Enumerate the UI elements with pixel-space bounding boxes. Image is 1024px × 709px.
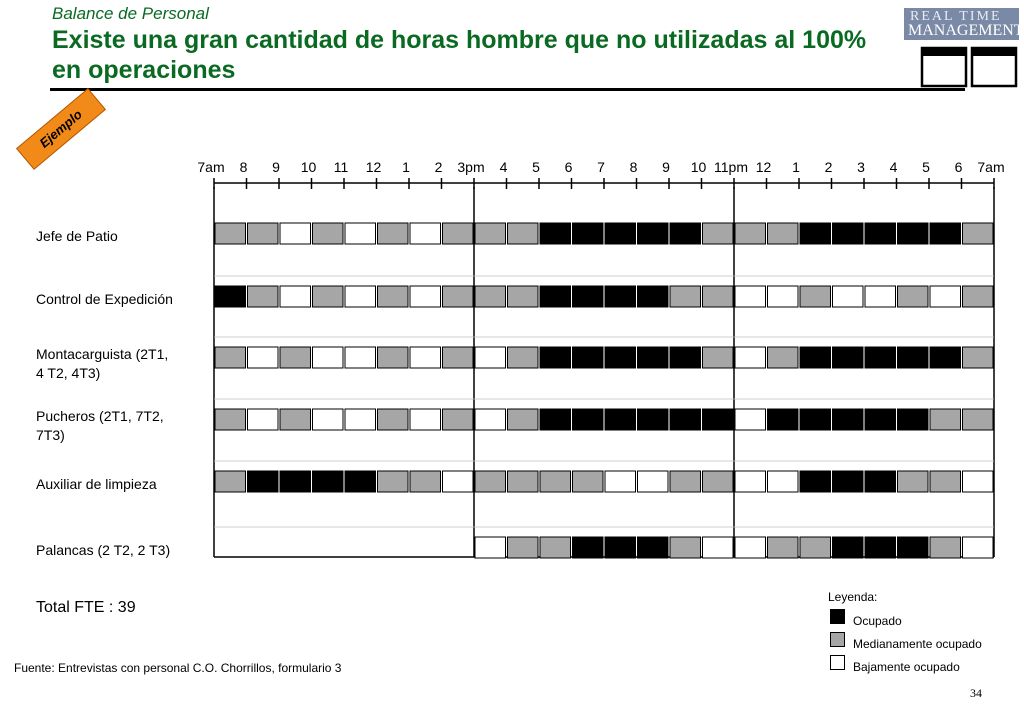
occupancy-cell <box>898 223 929 244</box>
occupancy-cell <box>508 409 539 430</box>
legend-title: Leyenda: <box>828 590 878 604</box>
occupancy-cell <box>540 347 571 368</box>
occupancy-cell <box>735 286 766 307</box>
occupancy-cell <box>345 409 376 430</box>
occupancy-cell <box>768 409 799 430</box>
tick-label: 1 <box>402 159 410 175</box>
occupancy-cell <box>215 471 246 492</box>
occupancy-cell <box>605 471 636 492</box>
occupancy-cell <box>475 537 506 558</box>
row-label: Montacarguista (2T1, <box>36 346 169 362</box>
tick-label: 2 <box>824 159 833 175</box>
occupancy-cell <box>833 347 864 368</box>
logo-line-2: MANAGEMENT <box>908 22 1024 39</box>
tick-label: 10 <box>300 159 317 175</box>
slide-title: Existe una gran cantidad de horas hombre que no utilizadas al 100% en operaciones <box>52 26 867 84</box>
occupancy-cell <box>313 347 344 368</box>
occupancy-cell <box>378 286 409 307</box>
occupancy-cell <box>735 223 766 244</box>
tick-label: 9 <box>272 159 280 175</box>
occupancy-cell <box>865 347 896 368</box>
occupancy-cell <box>475 347 506 368</box>
occupancy-cell <box>605 347 636 368</box>
tick-label: 11pm <box>714 159 748 175</box>
occupancy-cell <box>313 223 344 244</box>
row-label: Jefe de Patio <box>36 228 118 244</box>
row-label: 4 T2, 4T3) <box>36 365 101 381</box>
occupancy-cell <box>898 537 929 558</box>
tick-label: 3 <box>857 159 865 175</box>
occupancy-cell <box>378 409 409 430</box>
occupancy-cell <box>833 537 864 558</box>
occupancy-cell <box>215 347 246 368</box>
occupancy-cell <box>638 409 669 430</box>
tick-label: 11 <box>333 159 349 175</box>
row-label: Auxiliar de limpieza <box>36 476 157 492</box>
occupancy-cell <box>508 471 539 492</box>
tick-label: 8 <box>629 159 638 175</box>
occupancy-cell <box>378 471 409 492</box>
occupancy-cell <box>670 537 701 558</box>
tick-label: 7 <box>597 159 605 175</box>
occupancy-cell <box>703 286 734 307</box>
page-number: 34 <box>970 686 982 700</box>
occupancy-cell <box>703 223 734 244</box>
occupancy-cell <box>638 286 669 307</box>
occupancy-cell <box>475 223 506 244</box>
occupancy-cell <box>573 409 604 430</box>
tick-label: 7am <box>197 159 225 175</box>
occupancy-cell <box>735 471 766 492</box>
occupancy-cell <box>800 223 831 244</box>
row-label: 7T3) <box>36 427 65 443</box>
occupancy-cell <box>930 537 961 558</box>
occupancy-cell <box>215 223 246 244</box>
occupancy-cell <box>703 471 734 492</box>
occupancy-cell <box>410 223 441 244</box>
occupancy-cell <box>963 471 994 492</box>
occupancy-cell <box>898 409 929 430</box>
occupancy-cell <box>670 286 701 307</box>
row-label: Palancas (2 T2, 2 T3) <box>36 542 171 558</box>
tick-label: 6 <box>564 159 573 175</box>
occupancy-cell <box>865 471 896 492</box>
occupancy-cell <box>345 223 376 244</box>
total-fte: Total FTE : 39 <box>36 599 136 616</box>
occupancy-cell <box>605 286 636 307</box>
slide-subtitle: Balance de Personal <box>52 4 209 23</box>
tick-label: 2 <box>434 159 443 175</box>
occupancy-cell <box>833 409 864 430</box>
occupancy-cell <box>280 409 311 430</box>
occupancy-cell <box>573 223 604 244</box>
occupancy-cell <box>540 409 571 430</box>
occupancy-cell <box>475 409 506 430</box>
occupancy-cell <box>410 347 441 368</box>
occupancy-cell <box>508 286 539 307</box>
occupancy-cell <box>930 347 961 368</box>
occupancy-cell <box>443 347 474 368</box>
occupancy-cell <box>248 286 279 307</box>
occupancy-cell <box>508 347 539 368</box>
occupancy-cell <box>735 409 766 430</box>
occupancy-cell <box>768 471 799 492</box>
occupancy-cell <box>670 471 701 492</box>
occupancy-cell <box>735 347 766 368</box>
occupancy-cell <box>963 409 994 430</box>
occupancy-cell <box>248 409 279 430</box>
occupancy-cell <box>443 409 474 430</box>
occupancy-cell <box>638 347 669 368</box>
tick-label: 12 <box>755 159 772 175</box>
occupancy-cell <box>865 537 896 558</box>
occupancy-cell <box>963 537 994 558</box>
occupancy-cell <box>345 347 376 368</box>
occupancy-cell <box>800 286 831 307</box>
occupancy-cell <box>930 286 961 307</box>
legend-swatch-medianamente <box>830 632 845 647</box>
occupancy-cell <box>735 537 766 558</box>
occupancy-cell <box>800 347 831 368</box>
occupancy-cell <box>605 537 636 558</box>
tick-label: 1 <box>792 159 800 175</box>
occupancy-cell <box>800 471 831 492</box>
occupancy-cell <box>215 409 246 430</box>
tick-label: 4 <box>499 159 508 175</box>
tick-label: 12 <box>365 159 382 175</box>
occupancy-cell <box>280 286 311 307</box>
occupancy-cell <box>280 347 311 368</box>
occupancy-cell <box>248 347 279 368</box>
occupancy-cell <box>963 223 994 244</box>
occupancy-cell <box>573 347 604 368</box>
tick-label: 10 <box>690 159 707 175</box>
occupancy-cell <box>313 471 344 492</box>
tick-label: 6 <box>954 159 963 175</box>
occupancy-cell <box>833 223 864 244</box>
occupancy-cell <box>248 223 279 244</box>
occupancy-cell <box>443 471 474 492</box>
tick-label: 9 <box>662 159 670 175</box>
occupancy-cell <box>313 409 344 430</box>
occupancy-cell <box>670 347 701 368</box>
occupancy-cell <box>410 471 441 492</box>
occupancy-cell <box>605 409 636 430</box>
occupancy-cell <box>540 286 571 307</box>
source-note: Fuente: Entrevistas con personal C.O. Chorrillos, formulario 3 <box>14 661 342 675</box>
occupancy-cell <box>638 223 669 244</box>
occupancy-cell <box>573 471 604 492</box>
occupancy-cell <box>963 347 994 368</box>
occupancy-cell <box>280 471 311 492</box>
occupancy-cell <box>540 223 571 244</box>
occupancy-cell <box>898 286 929 307</box>
occupancy-cell <box>410 409 441 430</box>
tick-label: 8 <box>239 159 248 175</box>
occupancy-cell <box>540 537 571 558</box>
occupancy-cell <box>248 471 279 492</box>
occupancy-cell <box>930 471 961 492</box>
occupancy-cell <box>963 286 994 307</box>
occupancy-cell <box>865 223 896 244</box>
occupancy-cell <box>833 286 864 307</box>
occupancy-cell <box>768 347 799 368</box>
row-label: Pucheros (2T1, 7T2, <box>36 408 164 424</box>
occupancy-cell <box>443 223 474 244</box>
occupancy-cell <box>540 471 571 492</box>
occupancy-cell <box>378 347 409 368</box>
occupancy-cell <box>703 347 734 368</box>
occupancy-cell <box>475 286 506 307</box>
occupancy-cell <box>508 537 539 558</box>
tick-label: 7am <box>977 159 1005 175</box>
occupancy-cell <box>475 471 506 492</box>
occupancy-cell <box>410 286 441 307</box>
occupancy-cell <box>508 223 539 244</box>
occupancy-cell <box>670 409 701 430</box>
legend-label-bajamente: Bajamente ocupado <box>853 660 960 674</box>
occupancy-cell <box>280 223 311 244</box>
occupancy-cell <box>703 537 734 558</box>
legend-label-ocupado: Ocupado <box>853 614 902 628</box>
occupancy-cell <box>573 537 604 558</box>
occupancy-cell <box>345 286 376 307</box>
occupancy-cell <box>313 286 344 307</box>
tick-label: 4 <box>889 159 898 175</box>
tick-label: 5 <box>922 159 930 175</box>
occupancy-cell <box>930 409 961 430</box>
tick-label: 5 <box>532 159 540 175</box>
legend-swatch-ocupado <box>830 609 845 624</box>
occupancy-cell <box>930 223 961 244</box>
occupancy-cell <box>638 471 669 492</box>
occupancy-cell <box>703 409 734 430</box>
tick-label: 3pm <box>457 159 485 175</box>
occupancy-cell <box>345 471 376 492</box>
occupancy-cell <box>215 286 246 307</box>
occupancy-cell <box>768 537 799 558</box>
occupancy-cell <box>865 286 896 307</box>
occupancy-cell <box>768 286 799 307</box>
logo-line-1: REAL TIME <box>910 9 1002 24</box>
legend-label-medianamente: Medianamente ocupado <box>853 637 982 651</box>
occupancy-cell <box>638 537 669 558</box>
occupancy-cell <box>670 223 701 244</box>
occupancy-cell <box>573 286 604 307</box>
row-label: Control de Expedición <box>36 291 173 307</box>
occupancy-cell <box>443 286 474 307</box>
occupancy-cell <box>605 223 636 244</box>
legend-swatch-bajamente <box>830 655 845 670</box>
occupancy-cell <box>768 223 799 244</box>
occupancy-cell <box>800 409 831 430</box>
occupancy-cell <box>800 537 831 558</box>
occupancy-cell <box>898 471 929 492</box>
occupancy-cell <box>833 471 864 492</box>
occupancy-cell <box>378 223 409 244</box>
occupancy-cell <box>898 347 929 368</box>
example-badge: Ejemplo <box>16 88 106 170</box>
occupancy-cell <box>865 409 896 430</box>
